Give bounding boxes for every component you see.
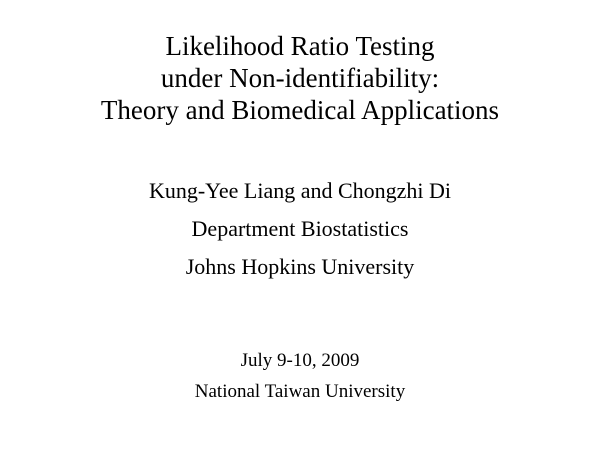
- title-line-3: Theory and Biomedical Applications: [100, 95, 500, 125]
- title-line-1: Likelihood Ratio Testing: [165, 31, 435, 61]
- event-venue: National Taiwan University: [194, 381, 406, 402]
- event-date: July 9-10, 2009: [240, 350, 360, 371]
- event-block: [0, 345, 600, 407]
- author-names: Kung-Yee Liang and Chongzhi Di: [148, 178, 452, 203]
- department-name: Department Biostatistics: [191, 216, 409, 241]
- title-line-2: under Non-identifiability:: [160, 63, 440, 93]
- university-name: Johns Hopkins University: [185, 254, 415, 279]
- author-block: [0, 172, 600, 286]
- slide-title: [0, 30, 600, 126]
